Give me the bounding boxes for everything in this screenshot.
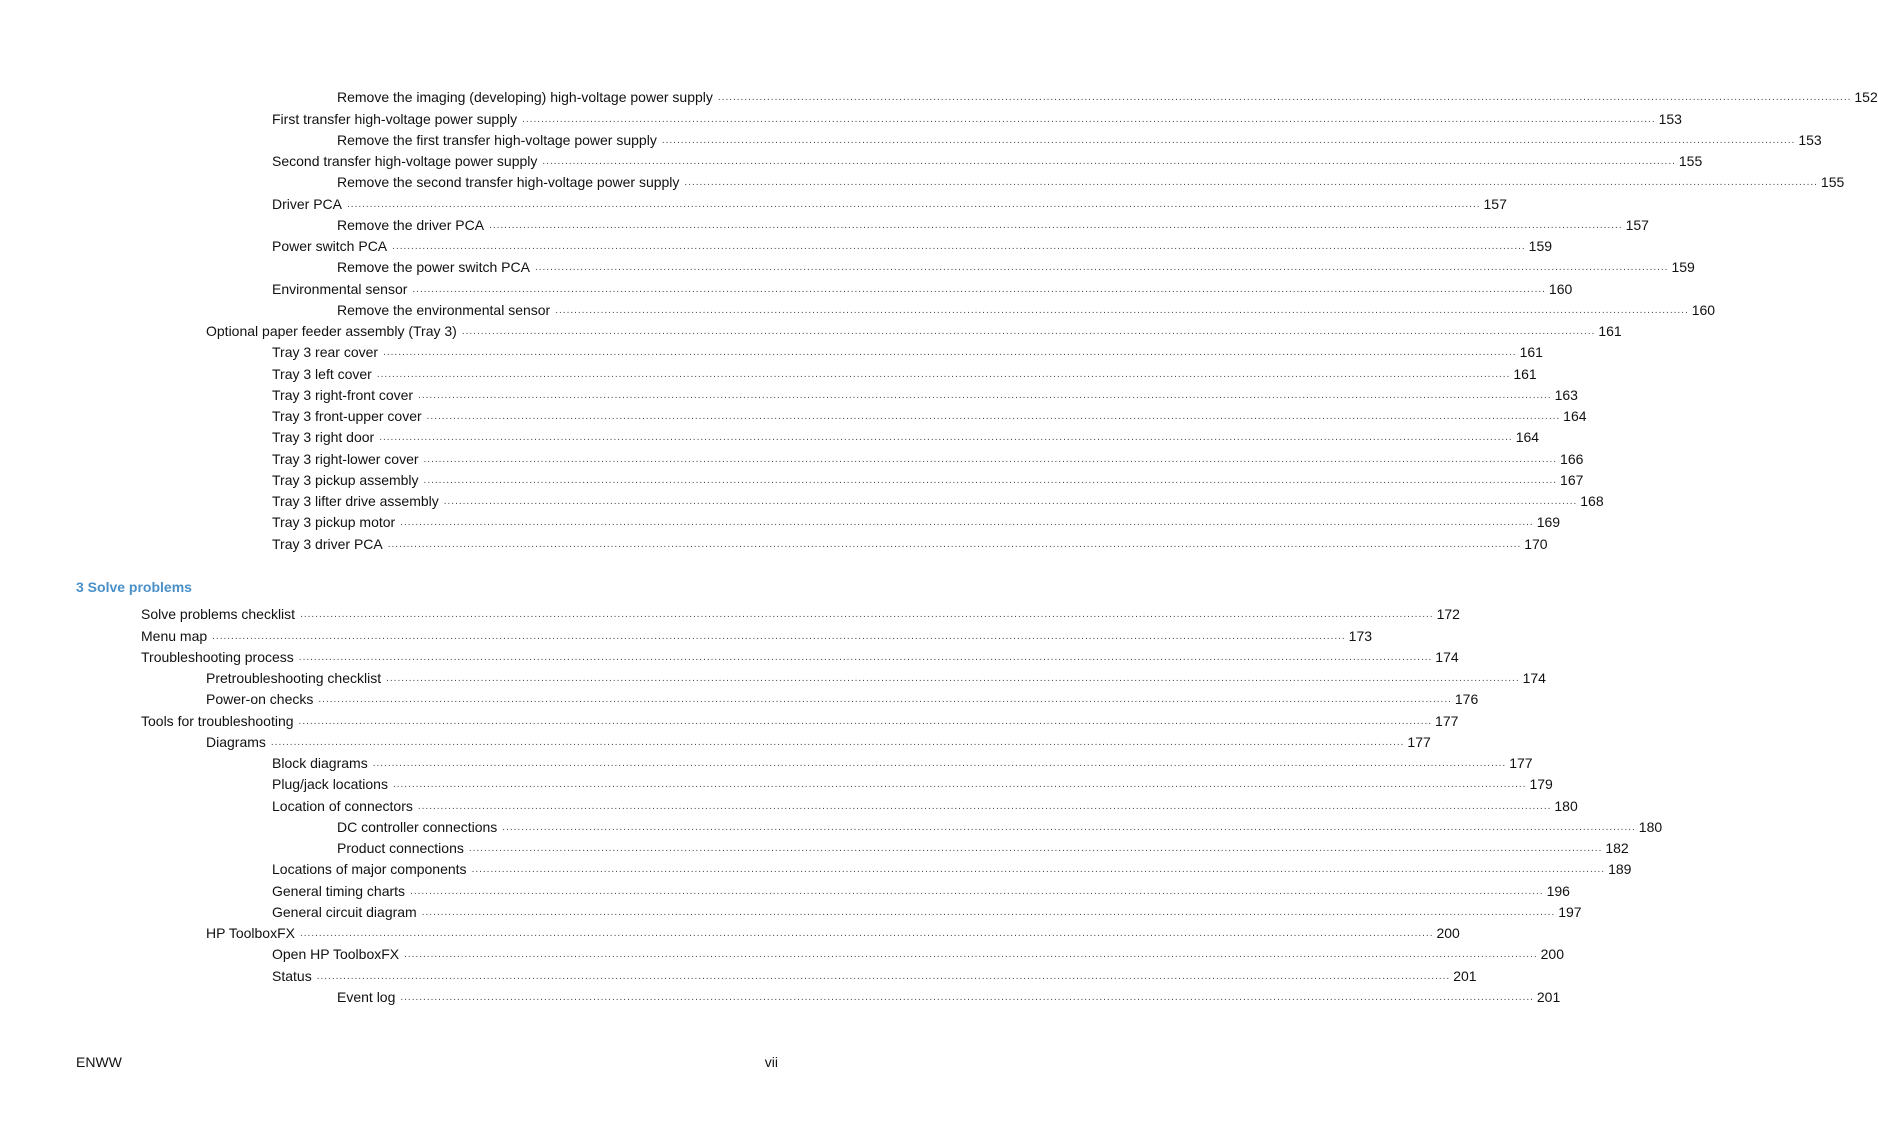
toc-entry-page-number: 159 xyxy=(1671,259,1695,276)
toc-dot-leader: ............................................................................................................................................................................................................................................................................................................ xyxy=(299,928,1434,939)
toc-entry[interactable] xyxy=(0,530,1548,552)
toc-dot-leader: ............................................................................................................................................................................................................................................................................................................ xyxy=(661,134,1796,146)
toc-entry-title: Driver PCA xyxy=(272,195,343,212)
toc-entry[interactable] xyxy=(0,962,1477,984)
toc-entry-title: Remove the imaging (developing) high-voltage power supply xyxy=(337,89,713,106)
toc-dot-leader: ............................................................................................................................................................................................................................................................................................................ xyxy=(426,411,1561,422)
toc-dot-leader: ............................................................................................................................................................................................................................................................................................................ xyxy=(502,821,1636,833)
page-footer xyxy=(76,1054,778,1070)
toc-entry-page-number: 170 xyxy=(1524,535,1548,552)
toc-entry[interactable] xyxy=(0,190,1507,212)
toc-entry-title: Locations of major components xyxy=(272,861,467,878)
toc-entry-title: Tray 3 rear cover xyxy=(272,344,379,361)
toc-dot-leader: ............................................................................................................................................................................................................................................................................................................ xyxy=(379,432,1513,444)
toc-dot-leader: ............................................................................................................................................................................................................................................................................................................ xyxy=(298,715,1433,727)
toc-entry[interactable] xyxy=(0,814,1663,835)
toc-dot-leader: ............................................................................................................................................................................................................................................................................................................ xyxy=(387,538,1522,550)
toc-entry[interactable] xyxy=(0,984,1561,1005)
toc-entry-page-number: 167 xyxy=(1560,471,1584,488)
toc-entry-page-number: 152 xyxy=(1854,89,1878,106)
toc-entry-title: Tray 3 front-upper cover xyxy=(272,408,422,424)
toc-entry[interactable] xyxy=(0,169,1845,191)
toc-dot-leader: ............................................................................................................................................................................................................................................................................................................ xyxy=(400,517,1534,529)
toc-entry-title: Location of connectors xyxy=(272,797,413,814)
toc-entry-title: First transfer high-voltage power supply xyxy=(272,110,518,127)
toc-entry[interactable] xyxy=(0,275,1573,297)
toc-entry-page-number: 174 xyxy=(1435,648,1459,665)
toc-dot-leader: ............................................................................................................................................................................................................................................................................................................ xyxy=(423,474,1558,486)
toc-entry-title: DC controller connections xyxy=(337,818,498,835)
toc-dot-leader: ............................................................................................................................................................................................................................................................................................................ xyxy=(443,496,1578,507)
toc-entry[interactable] xyxy=(0,686,1479,708)
toc-entry[interactable] xyxy=(0,729,1431,750)
toc-dot-leader: ............................................................................................................................................................................................................................................................................................................ xyxy=(555,304,1689,316)
toc-dot-leader: ............................................................................................................................................................................................................................................................................................................ xyxy=(410,885,1544,897)
table-of-contents-top xyxy=(0,84,1878,552)
table-of-contents-bottom xyxy=(0,601,1663,1005)
toc-entry[interactable] xyxy=(0,254,1695,276)
toc-entry[interactable] xyxy=(0,856,1632,878)
toc-entry-title: Tray 3 left cover xyxy=(272,365,372,382)
toc-entry[interactable] xyxy=(0,360,1537,382)
toc-dot-leader: ............................................................................................................................................................................................................................................................................................................ xyxy=(392,241,1526,252)
toc-entry-page-number: 168 xyxy=(1580,493,1604,509)
toc-dot-leader: ............................................................................................................................................................................................................................................................................................................ xyxy=(318,694,1452,706)
toc-entry[interactable] xyxy=(0,920,1460,941)
toc-entry-page-number: 159 xyxy=(1528,238,1553,254)
toc-entry-title: Second transfer high-voltage power supply xyxy=(272,153,538,169)
toc-entry[interactable] xyxy=(0,105,1682,127)
toc-entry-title: Power switch PCA xyxy=(272,238,388,254)
toc-entry[interactable] xyxy=(0,233,1553,254)
toc-entry[interactable] xyxy=(0,297,1716,318)
toc-entry[interactable] xyxy=(0,403,1587,424)
toc-entry-page-number: 179 xyxy=(1529,776,1553,793)
toc-entry-title: General timing charts xyxy=(272,882,406,899)
toc-entry-title: Environmental sensor xyxy=(272,280,408,297)
toc-dot-leader: ............................................................................................................................................................................................................................................................................................................ xyxy=(471,864,1606,876)
toc-entry-title: Remove the second transfer high-voltage power supply xyxy=(337,174,680,191)
toc-dot-leader: ............................................................................................................................................................................................................................................................................................................ xyxy=(417,800,1552,812)
toc-entry-title: Tray 3 right-front cover xyxy=(272,386,414,403)
toc-entry-page-number: 172 xyxy=(1436,606,1460,623)
toc-entry[interactable] xyxy=(0,148,1703,169)
toc-dot-leader: ............................................................................................................................................................................................................................................................................................................ xyxy=(372,758,1507,769)
toc-entry-page-number: 197 xyxy=(1558,903,1582,920)
toc-entry-page-number: 196 xyxy=(1546,882,1570,899)
toc-entry-title: Block diagrams xyxy=(272,755,368,771)
toc-dot-leader: ............................................................................................................................................................................................................................................................................................................ xyxy=(316,970,1451,982)
toc-entry-title: Product connections xyxy=(337,840,464,856)
toc-dot-leader: ............................................................................................................................................................................................................................................................................................................ xyxy=(522,113,1656,125)
toc-entry-page-number: 177 xyxy=(1407,733,1431,750)
toc-entry-page-number: 166 xyxy=(1560,450,1584,467)
toc-entry-title: Tray 3 right door xyxy=(272,429,375,446)
toc-entry-page-number: 157 xyxy=(1625,216,1649,233)
toc-entry-page-number: 180 xyxy=(1638,818,1663,835)
toc-entry[interactable] xyxy=(0,877,1570,899)
toc-entry[interactable] xyxy=(0,212,1649,233)
toc-dot-leader: ............................................................................................................................................................................................................................................................................................................ xyxy=(347,198,1481,210)
toc-entry-page-number: 155 xyxy=(1678,153,1703,169)
toc-entry-title: Tray 3 lifter drive assembly xyxy=(272,493,439,509)
toc-entry[interactable] xyxy=(0,941,1564,963)
toc-dot-leader: ............................................................................................................................................................................................................................................................................................................ xyxy=(418,389,1552,401)
toc-entry-title: Tools for troubleshooting xyxy=(141,712,294,729)
toc-entry-title: Optional paper feeder assembly (Tray 3) xyxy=(206,323,457,339)
toc-entry-title: Plug/jack locations xyxy=(272,776,388,793)
toc-entry[interactable] xyxy=(0,318,1622,339)
toc-entry-page-number: 173 xyxy=(1348,627,1373,644)
toc-entry-page-number: 160 xyxy=(1691,301,1716,318)
toc-dot-leader: ............................................................................................................................................................................................................................................................................................................ xyxy=(468,843,1603,854)
toc-entry-page-number: 160 xyxy=(1548,280,1573,297)
toc-entry-page-number: 200 xyxy=(1540,946,1564,963)
toc-entry[interactable] xyxy=(0,467,1584,488)
footer-page-number: vii xyxy=(764,1054,778,1070)
toc-entry[interactable] xyxy=(0,622,1373,644)
toc-entry[interactable] xyxy=(0,445,1584,467)
toc-entry-page-number: 164 xyxy=(1515,429,1540,446)
toc-dot-leader: ............................................................................................................................................................................................................................................................................................................ xyxy=(298,651,1433,663)
toc-entry[interactable] xyxy=(0,644,1459,665)
toc-dot-leader: ............................................................................................................................................................................................................................................................................................................ xyxy=(212,630,1346,642)
toc-entry[interactable] xyxy=(0,601,1460,623)
toc-entry-page-number: 189 xyxy=(1608,861,1632,878)
toc-entry[interactable] xyxy=(0,707,1459,729)
toc-entry[interactable] xyxy=(0,835,1629,856)
toc-dot-leader: ............................................................................................................................................................................................................................................................................................................ xyxy=(376,368,1511,380)
toc-dot-leader: ............................................................................................................................................................................................................................................................................................................ xyxy=(461,326,1596,337)
toc-entry-page-number: 169 xyxy=(1536,514,1561,531)
toc-entry[interactable] xyxy=(0,382,1578,403)
toc-entry-title: Remove the first transfer high-voltage power supply xyxy=(337,131,657,148)
toc-entry[interactable] xyxy=(0,792,1578,814)
toc-entry-title: Menu map xyxy=(141,627,208,644)
toc-entry-page-number: 155 xyxy=(1820,174,1845,191)
toc-entry-title: Remove the driver PCA xyxy=(337,216,485,233)
toc-dot-leader: ............................................................................................................................................................................................................................................................................................................ xyxy=(534,262,1669,274)
toc-dot-leader: ............................................................................................................................................................................................................................................................................................................ xyxy=(270,736,1405,748)
toc-entry[interactable] xyxy=(0,424,1540,446)
toc-dot-leader: ............................................................................................................................................................................................................................................................................................................ xyxy=(423,453,1558,465)
toc-dot-leader: ............................................................................................................................................................................................................................................................................................................ xyxy=(392,779,1527,791)
footer-left-label: ENWW xyxy=(76,1054,122,1070)
toc-entry-page-number: 201 xyxy=(1453,967,1477,984)
toc-entry-page-number: 201 xyxy=(1536,988,1561,1005)
toc-dot-leader: ............................................................................................................................................................................................................................................................................................................ xyxy=(412,283,1546,295)
toc-dot-leader: ............................................................................................................................................................................................................................................................................................................ xyxy=(383,347,1517,359)
toc-entry-title: Diagrams xyxy=(206,733,266,750)
toc-entry-page-number: 164 xyxy=(1563,408,1587,424)
toc-entry-page-number: 180 xyxy=(1554,797,1578,814)
toc-entry-page-number: 200 xyxy=(1436,925,1460,941)
toc-entry[interactable] xyxy=(0,84,1878,106)
toc-dot-leader: ............................................................................................................................................................................................................................................................................................................ xyxy=(386,673,1520,684)
toc-entry[interactable] xyxy=(0,665,1546,686)
toc-entry-page-number: 177 xyxy=(1509,755,1533,771)
toc-entry-page-number: 182 xyxy=(1605,840,1629,856)
toc-entry-page-number: 161 xyxy=(1513,365,1537,382)
toc-dot-leader: ............................................................................................................................................................................................................................................................................................................ xyxy=(300,609,1434,621)
toc-entry-title: Tray 3 right-lower cover xyxy=(272,450,419,467)
toc-entry-title: Troubleshooting process xyxy=(141,648,294,665)
toc-entry[interactable] xyxy=(0,488,1604,509)
toc-entry[interactable] xyxy=(0,771,1553,793)
toc-dot-leader: ............................................................................................................................................................................................................................................................................................................ xyxy=(717,92,1852,104)
toc-entry-title: Tray 3 driver PCA xyxy=(272,535,383,552)
toc-entry-title: Event log xyxy=(337,988,396,1005)
toc-entry-page-number: 157 xyxy=(1483,195,1507,212)
toc-entry-page-number: 161 xyxy=(1598,323,1622,339)
toc-entry-page-number: 177 xyxy=(1435,712,1459,729)
toc-dot-leader: ............................................................................................................................................................................................................................................................................................................ xyxy=(684,177,1818,189)
toc-dot-leader: ............................................................................................................................................................................................................................................................................................................ xyxy=(489,219,1623,231)
toc-entry-title: Status xyxy=(272,967,312,984)
toc-entry-page-number: 174 xyxy=(1522,670,1546,686)
toc-entry[interactable] xyxy=(0,750,1533,771)
toc-dot-leader: ............................................................................................................................................................................................................................................................................................................ xyxy=(421,906,1556,918)
toc-entry-title: Pretroubleshooting checklist xyxy=(206,670,382,686)
toc-entry-page-number: 161 xyxy=(1519,344,1543,361)
toc-entry-title: Open HP ToolboxFX xyxy=(272,946,400,963)
toc-entry-title: Tray 3 pickup motor xyxy=(272,514,396,531)
toc-entry-page-number: 176 xyxy=(1454,691,1479,708)
toc-entry-title: Solve problems checklist xyxy=(141,606,296,623)
toc-entry-title: HP ToolboxFX xyxy=(206,925,295,941)
toc-entry-page-number: 153 xyxy=(1798,131,1822,148)
toc-entry-title: General circuit diagram xyxy=(272,903,417,920)
toc-entry-title: Remove the power switch PCA xyxy=(337,259,530,276)
toc-entry[interactable] xyxy=(0,339,1543,361)
toc-dot-leader: ............................................................................................................................................................................................................................................................................................................ xyxy=(404,949,1538,961)
toc-dot-leader: ............................................................................................................................................................................................................................................................................................................ xyxy=(400,991,1534,1003)
toc-entry-title: Tray 3 pickup assembly xyxy=(272,471,419,488)
toc-entry-title: Remove the environmental sensor xyxy=(337,301,551,318)
toc-entry[interactable] xyxy=(0,127,1822,148)
toc-entry[interactable] xyxy=(0,899,1582,920)
toc-entry-page-number: 153 xyxy=(1658,110,1682,127)
chapter-heading[interactable]: 3 Solve problems xyxy=(76,579,192,595)
toc-entry-title: Power-on checks xyxy=(206,691,314,708)
toc-dot-leader: ............................................................................................................................................................................................................................................................................................................ xyxy=(542,156,1676,167)
toc-entry-page-number: 163 xyxy=(1554,386,1578,403)
toc-entry[interactable] xyxy=(0,509,1561,531)
